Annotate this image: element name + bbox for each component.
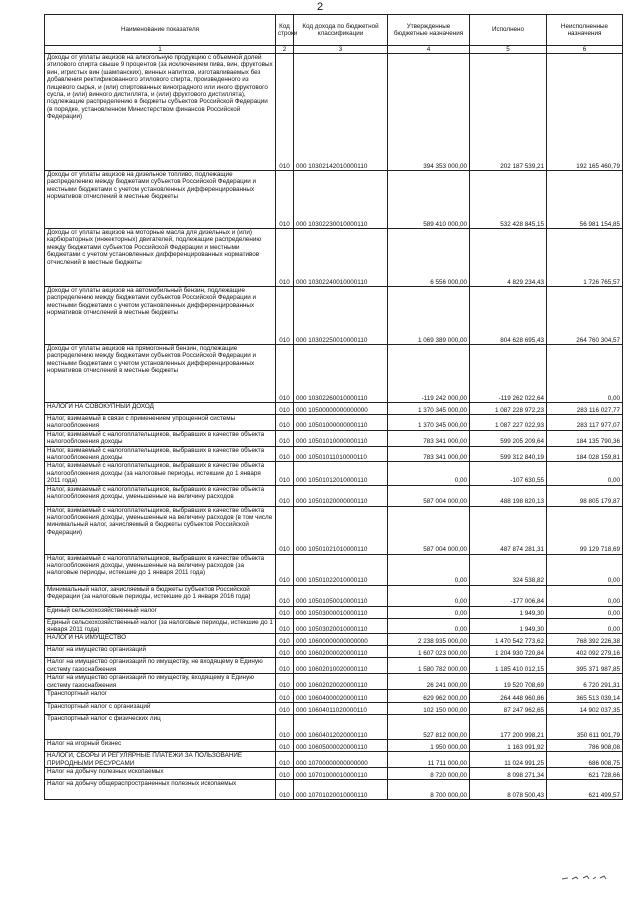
table-row (45, 715, 623, 740)
row-unexecuted: 0,00 (547, 554, 623, 585)
column-number: 5 (470, 46, 547, 54)
table-row (45, 779, 623, 799)
row-revenue-code: 000 10600000000000000 (294, 634, 388, 646)
row-name: Единый сельскохозяйственный налог (45, 606, 276, 618)
row-unexecuted: 0,00 (547, 345, 623, 403)
row-name: Транспортный налог с организаций (45, 703, 276, 715)
budget-revenue-table (44, 14, 623, 800)
row-name: Налог, взимаемый с налогоплательщиков, выбравших в качестве объекта налогообложения доходы (45, 430, 276, 446)
row-line-code: 010 (276, 634, 294, 646)
row-approved: 1 950 000,00 (388, 740, 470, 752)
row-name: НАЛОГИ НА СОВОКУПНЫЙ ДОХОД (45, 403, 276, 415)
row-unexecuted: 621 499,57 (547, 779, 623, 799)
table-row (45, 740, 623, 752)
row-executed: 1 949,30 (470, 618, 547, 634)
row-approved: 102 150 000,00 (388, 703, 470, 715)
table-row (45, 462, 623, 485)
row-executed: 8 078 500,43 (470, 779, 547, 799)
row-approved: 1 580 782 000,00 (388, 658, 470, 674)
row-line-code: 010 (276, 554, 294, 585)
row-name: Налог, взимаемый в связи с применением упрощенной системы налогообложения (45, 415, 276, 431)
header-approved: Утвержденные бюджетные назначения (388, 15, 470, 46)
row-revenue-code: 000 10604012020000110 (294, 715, 388, 740)
column-number: 3 (294, 46, 388, 54)
row-approved: 0,00 (388, 554, 470, 585)
row-executed: 1 470 542 773,62 (470, 634, 547, 646)
row-line-code: 010 (276, 171, 294, 229)
row-unexecuted: 264 760 304,57 (547, 287, 623, 345)
row-executed: 202 187 539,21 (470, 54, 547, 171)
row-executed: 264 448 960,86 (470, 690, 547, 703)
row-revenue-code: 000 10503000010000110 (294, 606, 388, 618)
row-line-code: 010 (276, 446, 294, 462)
table-row (45, 618, 623, 634)
row-line-code: 010 (276, 690, 294, 703)
row-executed: 532 428 845,15 (470, 171, 547, 229)
row-revenue-code: 000 10503020010000110 (294, 618, 388, 634)
row-unexecuted: 0,00 (547, 618, 623, 634)
row-line-code: 010 (276, 585, 294, 606)
column-number: 1 (45, 46, 276, 54)
header-executed: Исполнено (470, 15, 547, 46)
row-revenue-code: 000 10302240010000110 (294, 229, 388, 287)
table-row (45, 554, 623, 585)
row-name: Налог, взимаемый с налогоплательщиков, выбравших в качестве объекта налогообложения доходы (45, 446, 276, 462)
table-row (45, 229, 623, 287)
row-unexecuted: 184 028 159,81 (547, 446, 623, 462)
row-line-code: 010 (276, 415, 294, 431)
row-revenue-code: 000 10501012010000110 (294, 462, 388, 485)
row-executed: 1 204 930 720,84 (470, 646, 547, 658)
row-name: Доходы от уплаты акцизов на дизельное топливо, подлежащие распределению между бюджетами субъектов Российской Федерации и местными бюджетами с учетом установленных дифференцированных нормативов отчислений в местные бюджеты (45, 171, 276, 229)
row-executed: -177 006,84 (470, 585, 547, 606)
row-line-code: 010 (276, 485, 294, 506)
row-name: Налог, взимаемый с налогоплательщиков, выбравших в качестве объекта налогообложения доходы, уменьшенные на величину расходов (45, 485, 276, 506)
row-unexecuted: 6 720 291,31 (547, 674, 623, 690)
table-row (45, 703, 623, 715)
header-indicator-name: Наименование показателя (45, 15, 276, 46)
row-unexecuted: 184 135 790,36 (547, 430, 623, 446)
row-unexecuted: 402 092 279,16 (547, 646, 623, 658)
row-unexecuted: 0,00 (547, 585, 623, 606)
table-row (45, 674, 623, 690)
row-name: Минимальный налог, зачисляемый в бюджеты субъектов Российской Федерации (за налоговые периоды, истекшие до 1 января 2016 года) (45, 585, 276, 606)
row-revenue-code: 000 10302250010000110 (294, 287, 388, 345)
row-approved: 783 341 000,00 (388, 446, 470, 462)
table-row (45, 606, 623, 618)
row-line-code: 010 (276, 345, 294, 403)
row-approved: 0,00 (388, 606, 470, 618)
row-executed: 1 949,30 (470, 606, 547, 618)
row-name: Налог на имущество организаций по имуществу, входящему в Единую систему газоснабжения (45, 674, 276, 690)
table-header-row (45, 15, 623, 46)
row-line-code: 010 (276, 703, 294, 715)
table-row (45, 345, 623, 403)
row-approved: 8 700 000,00 (388, 779, 470, 799)
column-number: 4 (388, 46, 470, 54)
row-approved: 1 370 345 000,00 (388, 403, 470, 415)
row-approved: 2 238 935 000,00 (388, 634, 470, 646)
row-unexecuted: 786 908,08 (547, 740, 623, 752)
table-row (45, 171, 623, 229)
row-approved: 1 370 345 000,00 (388, 415, 470, 431)
row-name: Налог на имущество организаций по имуществу, не входящему в Единую систему газоснабжения (45, 658, 276, 674)
row-line-code: 010 (276, 430, 294, 446)
row-line-code: 010 (276, 287, 294, 345)
row-unexecuted: 621 728,66 (547, 767, 623, 779)
row-name: НАЛОГИ, СБОРЫ И РЕГУЛЯРНЫЕ ПЛАТЕЖИ ЗА ПОЛЬЗОВАНИЕ ПРИРОДНЫМИ РЕСУРСАМИ (45, 752, 276, 768)
row-executed: 4 829 234,43 (470, 229, 547, 287)
signature-mark (560, 873, 610, 881)
table-row (45, 446, 623, 462)
table-row (45, 690, 623, 703)
row-revenue-code: 000 10602020020000110 (294, 674, 388, 690)
row-unexecuted: 192 165 460,79 (547, 54, 623, 171)
header-unexecuted: Неисполненные назначения (547, 15, 623, 46)
row-revenue-code: 000 10501022010000110 (294, 554, 388, 585)
row-executed: -119 262 022,64 (470, 345, 547, 403)
row-executed: 599 312 840,19 (470, 446, 547, 462)
row-revenue-code: 000 10604000020000110 (294, 690, 388, 703)
row-executed: 1 087 227 022,93 (470, 415, 547, 431)
row-revenue-code: 000 10605000020000110 (294, 740, 388, 752)
row-unexecuted: 395 371 987,85 (547, 658, 623, 674)
row-unexecuted: 365 513 039,14 (547, 690, 623, 703)
row-name: Доходы от уплаты акцизов на автомобильный бензин, подлежащие распределению между бюджетами субъектов Российской Федерации и местными бюджетами с учетом установленных дифференцированных нормативов отчислений в местные бюджеты (45, 287, 276, 345)
table-row (45, 658, 623, 674)
row-unexecuted: 1 726 765,57 (547, 229, 623, 287)
row-revenue-code: 000 10604011020000110 (294, 703, 388, 715)
row-name: Транспортный налог (45, 690, 276, 703)
row-approved: 11 711 000,00 (388, 752, 470, 768)
row-line-code: 010 (276, 54, 294, 171)
row-approved: 629 962 000,00 (388, 690, 470, 703)
row-name: Налог на имущество организаций (45, 646, 276, 658)
table-row (45, 485, 623, 506)
row-revenue-code: 000 10602010020000110 (294, 658, 388, 674)
row-revenue-code: 000 10501020000000110 (294, 485, 388, 506)
row-unexecuted: 98 805 179,87 (547, 485, 623, 506)
row-approved: -119 242 000,00 (388, 345, 470, 403)
row-executed: 1 163 091,92 (470, 740, 547, 752)
row-line-code: 010 (276, 462, 294, 485)
row-executed: 87 247 962,65 (470, 703, 547, 715)
row-revenue-code: 000 10602000020000110 (294, 646, 388, 658)
row-name: Единый сельскохозяйственный налог (за налоговые периоды, истекшие до 1 января 2011 года) (45, 618, 276, 634)
row-unexecuted: 56 981 154,85 (547, 171, 623, 229)
row-revenue-code: 000 10501021010000110 (294, 506, 388, 554)
row-revenue-code: 000 10701020010000110 (294, 779, 388, 799)
row-unexecuted: 768 392 226,38 (547, 634, 623, 646)
row-unexecuted: 686 008,75 (547, 752, 623, 768)
row-executed: -107 630,55 (470, 462, 547, 485)
row-approved: 1 069 389 000,00 (388, 287, 470, 345)
row-executed: 804 628 695,43 (470, 287, 547, 345)
row-line-code: 010 (276, 403, 294, 415)
row-executed: 11 024 991,25 (470, 752, 547, 768)
row-approved: 1 607 023 000,00 (388, 646, 470, 658)
row-unexecuted: 0,00 (547, 462, 623, 485)
row-revenue-code: 000 10700000000000000 (294, 752, 388, 768)
row-executed: 177 200 998,21 (470, 715, 547, 740)
table-row (45, 585, 623, 606)
row-approved: 0,00 (388, 618, 470, 634)
page-number: 2 (316, 1, 324, 13)
row-approved: 0,00 (388, 462, 470, 485)
row-name: Налог, взимаемый с налогоплательщиков, выбравших в качестве объекта налогообложения доходы (за налоговые периоды, истекшие до 1 января 2011 года) (45, 462, 276, 485)
row-unexecuted: 0,00 (547, 606, 623, 618)
header-revenue-code: Код дохода по бюджетной классификации (294, 15, 388, 46)
header-line-code: Код строки (276, 15, 294, 46)
row-approved: 527 812 000,00 (388, 715, 470, 740)
row-line-code: 010 (276, 229, 294, 287)
row-executed: 19 520 708,69 (470, 674, 547, 690)
table-row (45, 415, 623, 431)
row-name: Налог на добычу общераспространенных полезных ископаемых (45, 779, 276, 799)
row-name: Налог на игорный бизнес (45, 740, 276, 752)
row-approved: 6 556 000,00 (388, 229, 470, 287)
column-number: 6 (547, 46, 623, 54)
table-row (45, 54, 623, 171)
row-unexecuted: 14 902 037,35 (547, 703, 623, 715)
row-executed: 1 185 410 012,15 (470, 658, 547, 674)
row-revenue-code: 000 10501000000000110 (294, 415, 388, 431)
table-row (45, 506, 623, 554)
row-approved: 0,00 (388, 585, 470, 606)
row-executed: 488 198 820,13 (470, 485, 547, 506)
row-approved: 587 004 000,00 (388, 506, 470, 554)
column-number: 2 (276, 46, 294, 54)
row-unexecuted: 350 611 001,79 (547, 715, 623, 740)
table-row (45, 287, 623, 345)
table-row (45, 634, 623, 646)
row-line-code: 010 (276, 606, 294, 618)
row-name: Доходы от уплаты акцизов на алкогольную продукцию с объемной долей этилового спирта свыше 9 процентов (за исключением пива, вин, фруктовых вин, игристых вин (шампанских), винных напитков, изготавливаемых без добавления ректификованного этилового спирта, произведенного из пищевого сырья, и (или) спиртованных виноградного или иного фруктового сусла, и (или) винного дистиллята, и (или) фруктового дистиллята), подлежащие распределению в бюджеты субъектов Российской Федерации (в порядке, установленном Министерством финансов Российской Федерации) (45, 54, 276, 171)
row-revenue-code: 000 10500000000000000 (294, 403, 388, 415)
row-name: Доходы от уплаты акцизов на прямогонный бензин, подлежащие распределению между бюджетами субъектов Российской Федерации и местными бюджетами с учетом установленных дифференцированных нормативов отчислений в местные бюджеты (45, 345, 276, 403)
table-row (45, 403, 623, 415)
row-name: Налог, взимаемый с налогоплательщиков, выбравших в качестве объекта налогообложения доходы, уменьшенные на величину расходов (за налоговые периоды, истекшие до 1 января 2011 года) (45, 554, 276, 585)
table-row (45, 752, 623, 768)
row-revenue-code: 000 10701000010000110 (294, 767, 388, 779)
row-unexecuted: 283 117 977,07 (547, 415, 623, 431)
row-approved: 26 241 000,00 (388, 674, 470, 690)
row-approved: 394 353 000,00 (388, 54, 470, 171)
column-number-row (45, 46, 623, 54)
row-line-code: 010 (276, 674, 294, 690)
row-name: Транспортный налог с физических лиц (45, 715, 276, 740)
row-approved: 783 341 000,00 (388, 430, 470, 446)
row-revenue-code: 000 10501011010000110 (294, 446, 388, 462)
table-row (45, 430, 623, 446)
row-executed: 487 874 281,31 (470, 506, 547, 554)
row-line-code: 010 (276, 767, 294, 779)
row-executed: 324 538,82 (470, 554, 547, 585)
row-executed: 8 098 271,34 (470, 767, 547, 779)
row-line-code: 010 (276, 715, 294, 740)
row-approved: 8 720 000,00 (388, 767, 470, 779)
row-approved: 589 410 000,00 (388, 171, 470, 229)
row-approved: 587 004 000,00 (388, 485, 470, 506)
row-revenue-code: 000 10501010000000110 (294, 430, 388, 446)
table-row (45, 767, 623, 779)
row-line-code: 010 (276, 752, 294, 768)
row-revenue-code: 000 10302230010000110 (294, 171, 388, 229)
row-line-code: 010 (276, 618, 294, 634)
row-line-code: 010 (276, 740, 294, 752)
row-unexecuted: 99 129 718,69 (547, 506, 623, 554)
row-name: Налог, взимаемый с налогоплательщиков, выбравших в качестве объекта налогообложения доходы, уменьшенные на величину расходов (в том числе минимальный налог, зачисляемый в бюджеты субъектов Российской Федерации) (45, 506, 276, 554)
row-revenue-code: 000 10302142010000110 (294, 54, 388, 171)
row-name: НАЛОГИ НА ИМУЩЕСТВО (45, 634, 276, 646)
row-line-code: 010 (276, 658, 294, 674)
row-line-code: 010 (276, 506, 294, 554)
row-executed: 599 205 209,64 (470, 430, 547, 446)
row-line-code: 010 (276, 646, 294, 658)
table-row (45, 646, 623, 658)
row-name: Налог на добычу полезных ископаемых (45, 767, 276, 779)
row-revenue-code: 000 10302260010000110 (294, 345, 388, 403)
row-unexecuted: 283 116 027,77 (547, 403, 623, 415)
row-name: Доходы от уплаты акцизов на моторные масла для дизельных и (или) карбюраторных (инжекторных) двигателей, подлежащие распределению между бюджетами субъектов Российской Федерации и местными бюджетами с учетом установленных дифференцированных нормативов отчислений в местные бюджеты (45, 229, 276, 287)
row-revenue-code: 000 10501050010000110 (294, 585, 388, 606)
row-line-code: 010 (276, 779, 294, 799)
row-executed: 1 087 228 972,23 (470, 403, 547, 415)
